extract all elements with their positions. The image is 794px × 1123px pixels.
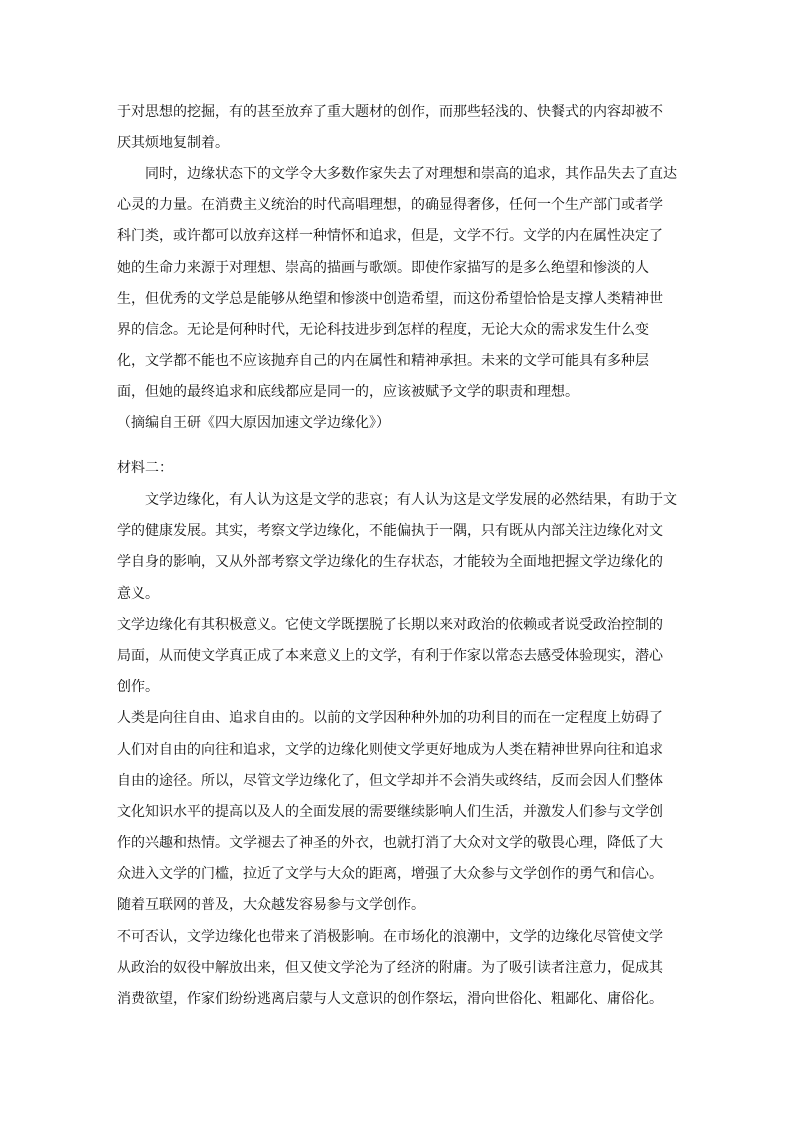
text-line: 文学边缘化有其积极意义。它使文学既摆脱了长期以来对政治的依赖或者说受政治控制的 [117, 616, 663, 633]
text-line: 科门类，或许都可以放弃这样一种情怀和追求，但是，文学不行。文学的内在属性决定了 [117, 228, 663, 245]
text-line: 化，文学都不能也不应该抛弃自己的内在属性和精神承担。未来的文学可能具有多种层 [117, 353, 649, 370]
text-line: 文化知识水平的提高以及人的全面发展的需要继续影响人们生活，并激发人们参与文学创 [117, 803, 663, 820]
text-line: 心灵的力量。在消费主义统治的时代高唱理想，的确显得奢侈，任何一个生产部门或者学 [117, 197, 663, 214]
text-line: 她的生命力来源于对理想、崇高的描画与歌颂。即使作家描写的是多么绝望和惨淡的人 [117, 259, 649, 276]
citation-line: （摘编自王研《四大原因加速文学边缘化》） [117, 415, 390, 431]
text-line: 作的兴趣和热情。文学褪去了神圣的外衣，也就打消了大众对文学的敬畏心理，降低了大 [117, 835, 663, 852]
text-line: 文学边缘化，有人认为这是文学的悲哀；有人认为这是文学发展的必然结果，有助于文 [145, 492, 677, 508]
material-two-label: 材料二： [117, 460, 173, 476]
text-line: 学自身的影响，又从外部考察文学边缘化的生存状态，才能较为全面地把握文学边缘化的 [117, 554, 663, 571]
text-line: 于对思想的挖掘，有的甚至放弃了重大题材的创作，而那些轻浅的、快餐式的内容却被不 [117, 104, 663, 120]
text-line: 厌其烦地复制着。 [117, 135, 229, 152]
text-line: 自由的途径。所以，尽管文学边缘化了，但文学却并不会消失或终结，反而会因人们整体 [117, 772, 663, 789]
text-line: 界的信念。无论是何种时代，无论科技进步到怎样的程度，无论大众的需求发生什么变 [117, 321, 649, 338]
source-citation [117, 408, 687, 439]
text-line: 众进入文学的门槛，拉近了文学与大众的距离，增强了大众参与文学创作的勇气和信心。 [117, 866, 663, 883]
text-line: 局面，从而使文学真正成了本来意义上的文学，有利于作家以常态去感受体验现实，潜心 [117, 647, 663, 664]
text-line: 人们对自由的向往和追求，文学的边缘化则使文学更好地成为人类在精神世界向往和追求 [117, 741, 663, 758]
section-heading [117, 453, 687, 484]
text-line: 学的健康发展。其实，考察文学边缘化，不能偏执于一隅，只有既从内部关注边缘化对文 [117, 523, 663, 540]
text-line: 生，但优秀的文学总是能够从绝望和惨淡中创造希望，而这份希望恰恰是支撑人类精神世 [117, 290, 663, 307]
text-line: 同时，边缘状态下的文学令大多数作家失去了对理想和崇高的追求，其作品失去了直达 [145, 166, 677, 182]
text-line: 不可否认，文学边缘化也带来了消极影响。在市场化的浪潮中，文学的边缘化尽管使文学 [117, 928, 663, 945]
text-line: 人类是向往自由、追求自由的。以前的文学因种种外加的功利目的而在一定程度上妨碍了 [117, 710, 663, 727]
text-line: 意义。 [117, 585, 159, 602]
text-line: 消费欲望，作家们纷纷逃离启蒙与人文意识的创作祭坛，滑向世俗化、粗鄙化、庸俗化。 [117, 991, 663, 1007]
paragraph-3 [117, 485, 687, 1015]
paragraph-2 [117, 159, 687, 409]
paragraph-1 [117, 97, 687, 159]
text-line: 创作。 [117, 679, 159, 696]
text-line: 随着互联网的普及，大众越发容易参与文学创作。 [117, 897, 425, 914]
text-line: 面，但她的最终追求和底线都应是同一的，应该被赋予文学的职责和理想。 [117, 384, 579, 401]
text-line: 从政治的奴役中解放出来，但又使文学沦为了经济的附庸。为了吸引读者注意力，促成其 [117, 959, 663, 976]
